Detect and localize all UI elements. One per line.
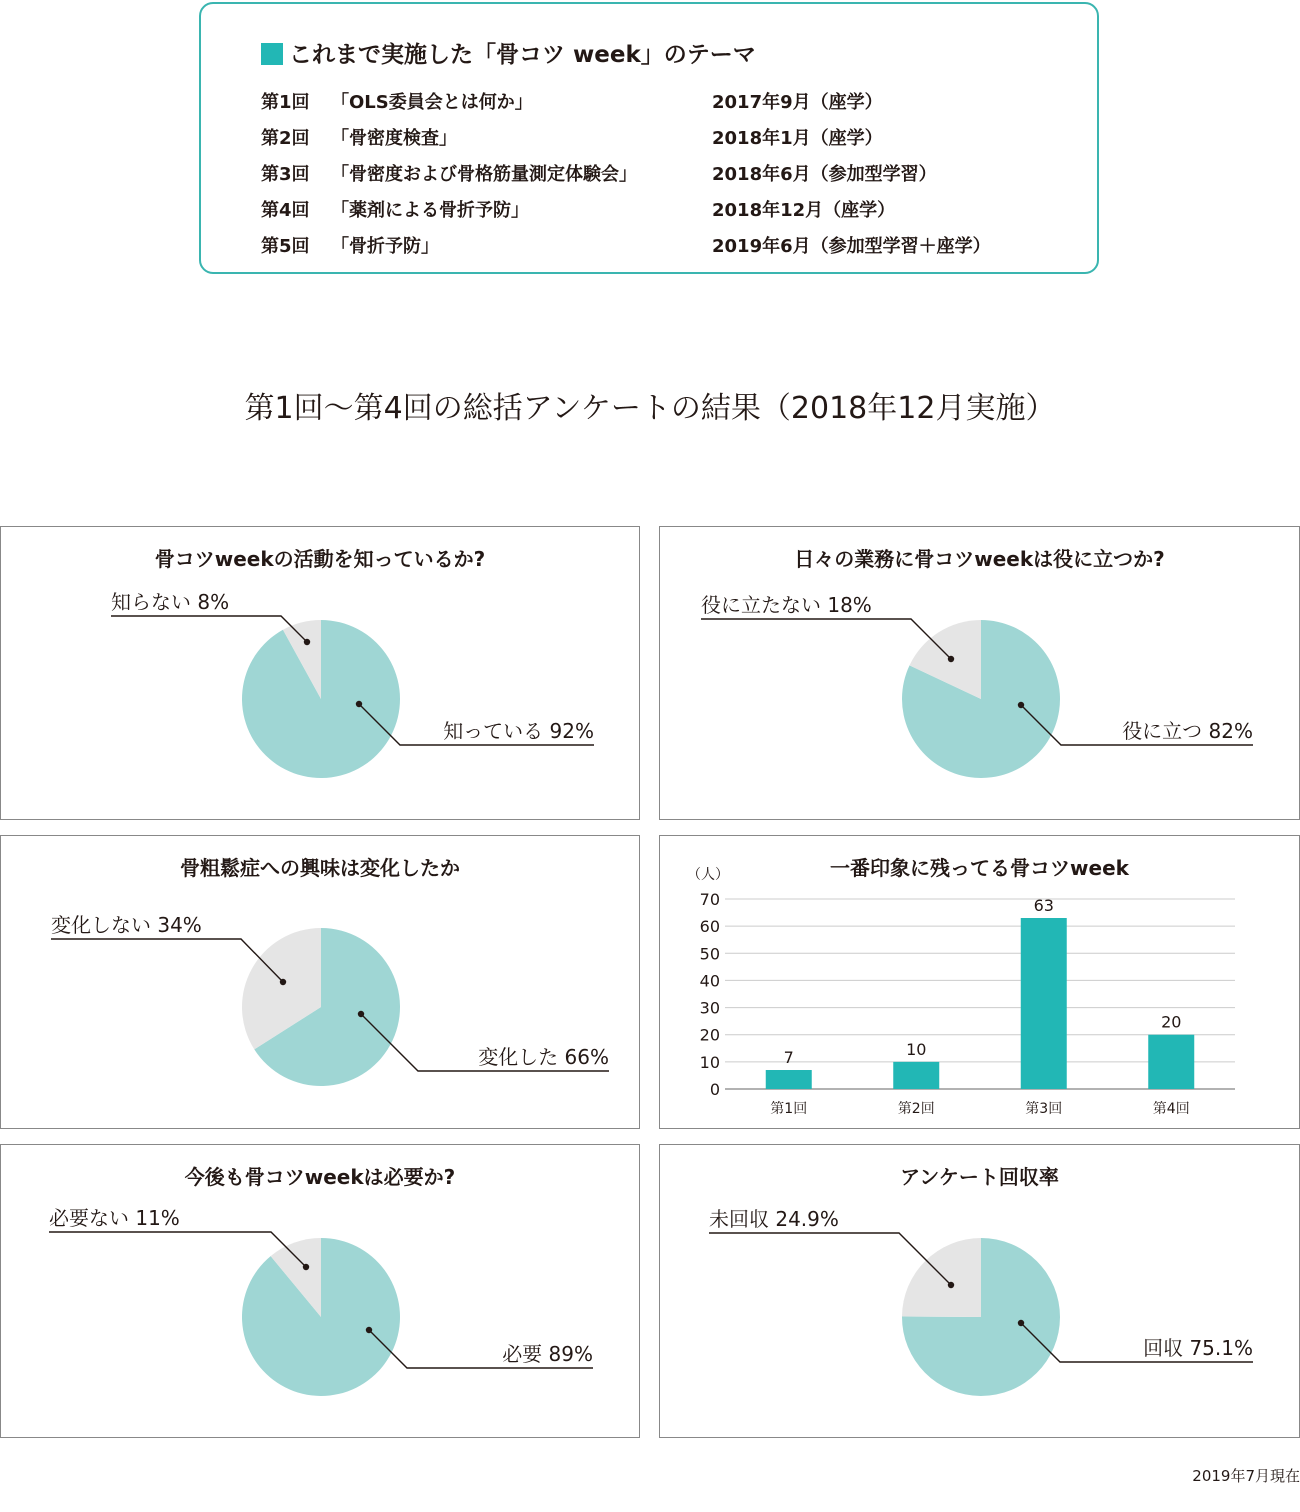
chart-title: アンケート回収率 [900, 1165, 1059, 1189]
leader-dot-other [304, 639, 310, 645]
chart-title: 一番印象に残ってる骨コツweek [830, 856, 1129, 880]
theme-date: 2017年9月（座学） [712, 92, 883, 113]
pie-chart-awareness [1, 527, 641, 821]
main-title: 第1回〜第4回の総括アンケートの結果（2018年12月実施） [244, 391, 1056, 426]
pie-label-main: 回収 75.1% [1143, 1336, 1253, 1360]
bar-value-label: 63 [1033, 896, 1054, 915]
pie-panel-necessity [0, 1144, 640, 1438]
pie-label-other: 必要ない 11% [49, 1206, 180, 1230]
pie-chart-interest [1, 836, 641, 1130]
bar [1021, 918, 1067, 1089]
theme-name: 「骨折予防」 [331, 236, 439, 257]
bar-value-label: 7 [783, 1048, 794, 1067]
y-tick-label: 10 [699, 1052, 720, 1072]
pie-panel-response-rate [659, 1144, 1300, 1438]
pie-chart-response-rate [660, 1145, 1300, 1439]
pie-panel-usefulness [659, 526, 1300, 820]
theme-date: 2018年12月（座学） [712, 200, 896, 221]
footnote: 2019年7月現在 [1192, 1467, 1300, 1485]
y-tick-label: 0 [709, 1080, 720, 1099]
leader-dot-main [358, 1011, 364, 1017]
pie-label-main: 役に立つ 82% [1122, 719, 1253, 743]
square-marker-icon [261, 43, 283, 65]
theme-date: 2019年6月（参加型学習＋座学） [712, 236, 991, 257]
y-tick-label: 70 [699, 890, 720, 909]
y-tick-label: 20 [699, 1025, 720, 1045]
theme-row [261, 124, 1061, 154]
pie-label-main: 変化した 66% [478, 1045, 609, 1069]
pie-chart-usefulness [660, 527, 1300, 821]
theme-number: 第1回 [261, 92, 310, 113]
bar [766, 1070, 812, 1089]
theme-number: 第2回 [261, 128, 310, 149]
pie-label-other: 役に立たない 18% [701, 593, 872, 617]
theme-name: 「薬剤による骨折予防」 [331, 200, 529, 221]
themes-box-title-text: これまで実施した「骨コツ week」のテーマ [289, 42, 756, 68]
leader-dot-other [948, 1282, 954, 1288]
themes-box-title [261, 36, 756, 69]
x-tick-label: 第3回 [1025, 1101, 1063, 1117]
x-tick-label: 第4回 [1152, 1101, 1190, 1117]
leader-dot-main [356, 701, 362, 707]
y-axis-label: （人） [687, 867, 729, 883]
leader-dot-main [366, 1327, 372, 1333]
pie-panel-interest [0, 835, 640, 1129]
pie-slice-other [902, 1238, 981, 1317]
theme-name: 「OLS委員会とは何か」 [331, 92, 533, 113]
y-tick-label: 30 [699, 998, 720, 1018]
leader-line-other [51, 939, 283, 982]
y-tick-label: 60 [699, 917, 720, 937]
y-tick-label: 40 [699, 971, 720, 991]
leader-dot-other [303, 1264, 309, 1270]
leader-dot-other [948, 656, 954, 662]
theme-name: 「骨密度検査」 [331, 128, 457, 149]
pie-chart-necessity [1, 1145, 641, 1439]
x-tick-label: 第2回 [897, 1101, 935, 1117]
bar [893, 1062, 939, 1089]
pie-label-other: 未回収 24.9% [709, 1207, 839, 1231]
pie-slice-main [242, 1238, 400, 1396]
theme-row [261, 196, 1061, 226]
bar-chart-memorable [660, 836, 1300, 1130]
pie-label-main: 知っている 92% [443, 719, 594, 743]
theme-row [261, 232, 1061, 262]
pie-panel-awareness [0, 526, 640, 820]
theme-number: 第4回 [261, 200, 310, 221]
pie-label-other: 知らない 8% [111, 590, 230, 614]
leader-dot-other [280, 979, 286, 985]
theme-name: 「骨密度および骨格筋量測定体験会」 [331, 164, 637, 185]
x-tick-label: 第1回 [770, 1101, 808, 1117]
chart-title: 日々の業務に骨コツweekは役に立つか? [794, 547, 1165, 571]
y-tick-label: 50 [699, 944, 720, 964]
theme-date: 2018年6月（参加型学習） [712, 164, 937, 185]
pie-label-main: 必要 89% [502, 1342, 593, 1366]
leader-line-other [701, 619, 951, 659]
bar-value-label: 20 [1161, 1012, 1182, 1032]
leader-dot-main [1018, 702, 1024, 708]
themes-box [199, 2, 1099, 274]
bar [1148, 1035, 1194, 1089]
leader-dot-main [1018, 1320, 1024, 1326]
chart-title: 今後も骨コツweekは必要か? [184, 1165, 456, 1189]
theme-number: 第5回 [261, 236, 310, 257]
chart-title: 骨コツweekの活動を知っているか? [154, 547, 486, 571]
theme-row [261, 160, 1061, 190]
bar-value-label: 10 [906, 1039, 927, 1059]
chart-title: 骨粗鬆症への興味は変化したか [180, 856, 460, 880]
theme-row [261, 88, 1061, 118]
theme-number: 第3回 [261, 164, 310, 185]
pie-label-other: 変化しない 34% [51, 913, 202, 937]
bar-panel-memorable [659, 835, 1300, 1129]
theme-date: 2018年1月（座学） [712, 128, 883, 149]
